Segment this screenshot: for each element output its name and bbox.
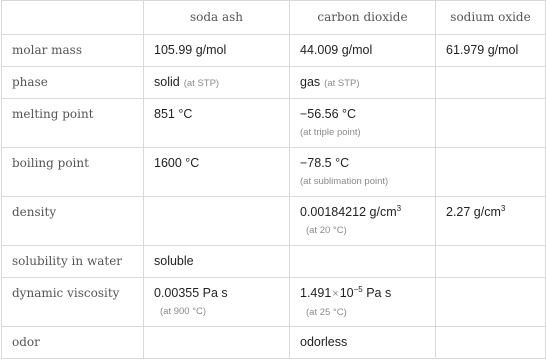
- condition-note: (at sublimation point): [300, 176, 389, 187]
- exponent: −5: [353, 285, 363, 294]
- table-row-phase: [2, 67, 546, 99]
- cell-soda-ash-melting-point: 851 °C: [144, 99, 290, 148]
- table-row-boiling-point: [2, 148, 546, 197]
- row-label: density: [2, 197, 144, 246]
- value: 0.00355 Pa s: [154, 286, 228, 300]
- mantissa: 1.491: [300, 286, 332, 300]
- cell-soda-ash-boiling-point: 1600 °C: [144, 148, 290, 197]
- condition-note: (at STP): [324, 77, 360, 89]
- properties-table: [1, 0, 546, 359]
- header-row: [2, 1, 546, 35]
- cell-carbon-dioxide-phase: [290, 67, 436, 99]
- cell-sodium-oxide-solubility: [436, 246, 546, 278]
- cell-sodium-oxide-molar-mass: 61.979 g/mol: [436, 35, 546, 67]
- row-label: melting point: [2, 99, 144, 148]
- row-label: phase: [2, 67, 144, 99]
- unit-exponent: 3: [396, 204, 402, 213]
- cell-carbon-dioxide-melting-point: [290, 99, 436, 148]
- value: −78.5 °C: [300, 156, 350, 170]
- cell-carbon-dioxide-density: [290, 197, 436, 246]
- column-header-carbon-dioxide: carbon dioxide: [290, 1, 436, 35]
- value: −56.56 °C: [300, 107, 357, 121]
- base: 10: [339, 286, 354, 300]
- cell-carbon-dioxide-viscosity: [290, 278, 436, 327]
- cell-carbon-dioxide-odor: odorless: [290, 327, 436, 359]
- cell-soda-ash-phase: [144, 67, 290, 99]
- unit: Pa s: [362, 286, 392, 300]
- cell-sodium-oxide-boiling-point: [436, 148, 546, 197]
- row-label: solubility in water: [2, 246, 144, 278]
- row-label: boiling point: [2, 148, 144, 197]
- table-row-molar-mass: [2, 35, 546, 67]
- column-header-soda-ash: soda ash: [144, 1, 290, 35]
- cell-soda-ash-molar-mass: 105.99 g/mol: [144, 35, 290, 67]
- condition-note: (at STP): [183, 77, 220, 89]
- column-header-sodium-oxide: sodium oxide: [436, 1, 546, 35]
- cell-soda-ash-solubility: soluble: [144, 246, 290, 278]
- cell-sodium-oxide-odor: [436, 327, 546, 359]
- cell-sodium-oxide-density: [436, 197, 546, 246]
- header-empty-cell: [2, 1, 144, 35]
- cell-carbon-dioxide-molar-mass: 44.009 g/mol: [290, 35, 436, 67]
- condition-note: (at 25 °C): [306, 307, 347, 318]
- value: solid: [154, 74, 180, 89]
- unit-exponent: 3: [500, 204, 506, 213]
- cell-soda-ash-viscosity: [144, 278, 290, 327]
- times-sign: ×: [332, 288, 339, 300]
- condition-note: (at triple point): [300, 127, 361, 138]
- cell-sodium-oxide-phase: [436, 67, 546, 99]
- cell-soda-ash-density: [144, 197, 290, 246]
- row-label: molar mass: [2, 35, 144, 67]
- cell-sodium-oxide-melting-point: [436, 99, 546, 148]
- value: 2.27 g/cm: [446, 205, 501, 219]
- table-row-odor: [2, 327, 546, 359]
- row-label: odor: [2, 327, 144, 359]
- value: 0.00184212 g/cm: [300, 205, 397, 219]
- table-row-density: [2, 197, 546, 246]
- cell-carbon-dioxide-boiling-point: [290, 148, 436, 197]
- table-row-solubility: [2, 246, 546, 278]
- properties-table-container: [1, 0, 546, 359]
- condition-note: (at 900 °C): [160, 306, 207, 317]
- value: gas: [300, 74, 321, 89]
- cell-soda-ash-odor: [144, 327, 290, 359]
- cell-carbon-dioxide-solubility: [290, 246, 436, 278]
- row-label: dynamic viscosity: [2, 278, 144, 327]
- table-row-dynamic-viscosity: [2, 278, 546, 327]
- condition-note: (at 20 °C): [306, 225, 347, 236]
- cell-sodium-oxide-viscosity: [436, 278, 546, 327]
- table-row-melting-point: [2, 99, 546, 148]
